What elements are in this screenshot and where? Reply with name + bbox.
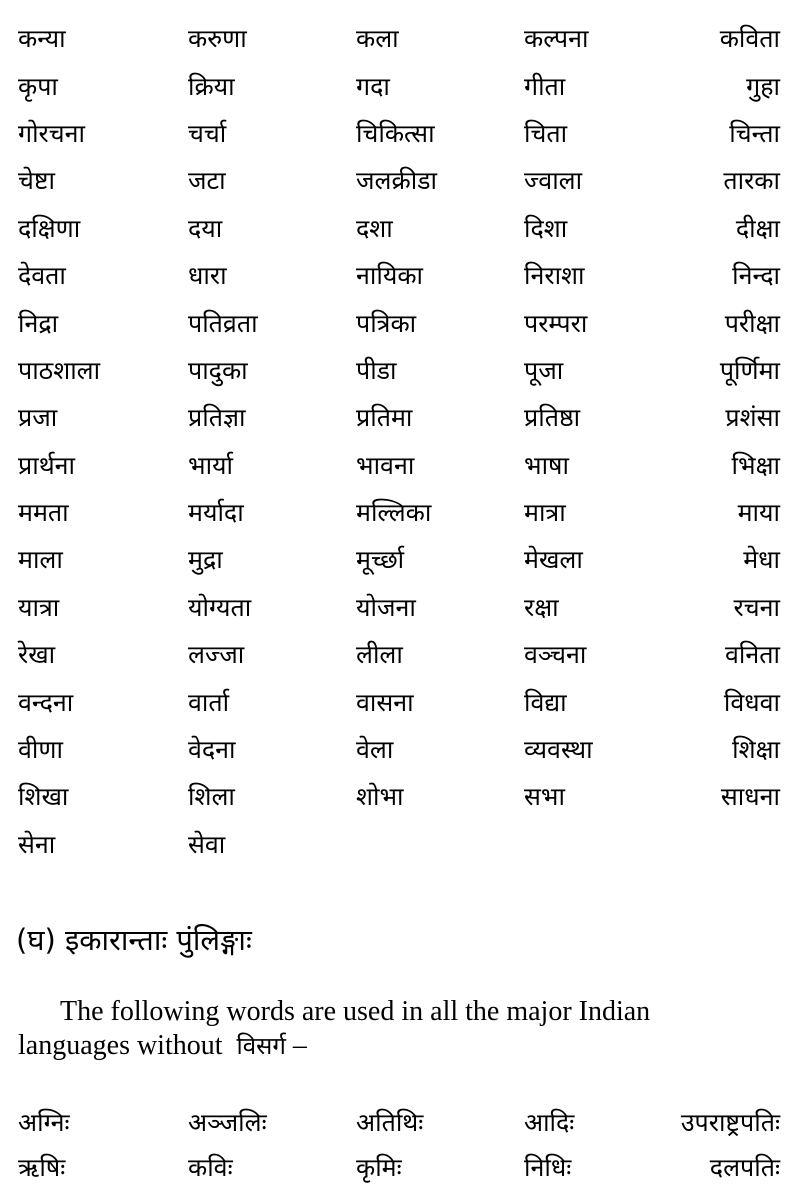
word-cell: जलक्रीडा: [356, 166, 438, 196]
word-cell: निराशा: [524, 261, 585, 291]
word-cell: उपराष्ट्रपतिः: [680, 1108, 780, 1137]
vocabulary-row: [18, 15, 780, 62]
word-cell: कविः: [188, 1153, 233, 1182]
word-cell: रचना: [733, 592, 780, 622]
word-cell: तारका: [723, 166, 780, 196]
vocabulary-row: [18, 252, 780, 299]
word-cell: मूर्च्छा: [356, 545, 405, 575]
visarga-row: [18, 1100, 780, 1145]
word-cell: ऋषिः: [18, 1153, 66, 1182]
word-cell: दशा: [356, 213, 393, 243]
vocabulary-row: [18, 489, 780, 536]
word-cell: दया: [188, 213, 223, 243]
vocabulary-row: [18, 110, 780, 157]
word-cell: प्रजा: [18, 403, 58, 433]
word-cell: ज्वाला: [524, 166, 583, 196]
word-cell: कविता: [719, 24, 780, 54]
vocabulary-row: [18, 773, 780, 820]
word-cell: वेदना: [188, 735, 236, 765]
word-cell: प्रतिज्ञा: [188, 403, 246, 433]
word-cell: सेवा: [188, 829, 226, 859]
vocabulary-row: [18, 62, 780, 109]
vocabulary-row: [18, 631, 780, 678]
word-cell: मेधा: [743, 545, 780, 575]
word-cell: कृपा: [18, 71, 58, 101]
word-cell: पादुका: [188, 355, 248, 385]
word-cell: पूर्णिमा: [719, 355, 780, 385]
word-cell: चिन्ता: [729, 118, 780, 148]
word-cell: जटा: [188, 166, 226, 196]
word-cell: मात्रा: [524, 498, 566, 528]
word-cell: वासना: [356, 687, 414, 717]
word-cell: कृमिः: [356, 1153, 402, 1182]
word-cell: भावना: [356, 450, 415, 480]
word-cell: परम्परा: [524, 308, 588, 338]
word-cell: चिकित्सा: [356, 118, 435, 148]
word-cell: दलपतिः: [709, 1153, 780, 1182]
word-cell: कन्या: [18, 24, 66, 54]
visarga-words-grid: [18, 1100, 780, 1190]
vocabulary-row: [18, 536, 780, 583]
word-cell: पतिव्रता: [188, 308, 258, 338]
vocabulary-grid: [18, 15, 780, 868]
word-cell: मर्यादा: [188, 498, 244, 528]
word-cell: पीडा: [356, 355, 397, 385]
word-cell: लीला: [356, 640, 403, 670]
word-cell: कला: [356, 24, 399, 54]
word-cell: रेखा: [18, 640, 56, 670]
vocabulary-row: [18, 442, 780, 489]
word-cell: अग्निः: [18, 1108, 70, 1137]
word-cell: ममता: [18, 498, 69, 528]
word-cell: देवता: [18, 261, 66, 291]
word-cell: योजना: [356, 592, 416, 622]
word-cell: परीक्षा: [724, 308, 780, 338]
word-cell: सभा: [524, 782, 565, 812]
note-line-2-text: languages without: [18, 1030, 223, 1062]
word-cell: भार्या: [188, 450, 234, 480]
word-cell: दिशा: [524, 213, 568, 243]
word-cell: पूजा: [524, 355, 564, 385]
word-cell: शिखा: [18, 782, 69, 812]
note-line-1: The following words are used in all the major Indian: [60, 996, 651, 1027]
word-cell: चेष्टा: [18, 166, 55, 196]
word-cell: माला: [18, 545, 63, 575]
word-cell: निधिः: [524, 1153, 572, 1182]
word-cell: धारा: [188, 261, 227, 291]
word-cell: मुद्रा: [188, 545, 223, 575]
word-cell: वनिता: [725, 640, 780, 670]
note-visarga-word: विसर्ग: [236, 1032, 286, 1061]
word-cell: वन्दना: [18, 687, 74, 717]
word-cell: साधना: [720, 782, 780, 812]
word-cell: भिक्षा: [731, 450, 780, 480]
vocabulary-row: [18, 821, 780, 868]
word-cell: योग्यता: [188, 592, 252, 622]
word-cell: गीता: [524, 71, 566, 101]
word-cell: वेला: [356, 735, 394, 765]
word-cell: गुहा: [746, 71, 780, 101]
word-cell: वार्ता: [188, 687, 230, 717]
word-cell: कल्पना: [524, 24, 589, 54]
word-cell: गदा: [356, 71, 390, 101]
word-cell: अतिथिः: [356, 1108, 424, 1137]
word-cell: पाठशाला: [18, 355, 101, 385]
word-cell: सेना: [18, 829, 56, 859]
note-paragraph: [18, 995, 788, 1063]
vocabulary-row: [18, 299, 780, 346]
word-cell: प्रतिमा: [356, 403, 413, 433]
note-dash: –: [285, 1030, 307, 1062]
word-cell: वीणा: [18, 735, 63, 765]
word-cell: मेखला: [524, 545, 583, 575]
word-cell: अञ्जलिः: [188, 1108, 267, 1137]
word-cell: करुणा: [188, 24, 247, 54]
word-cell: व्यवस्था: [524, 735, 593, 765]
vocabulary-row: [18, 347, 780, 394]
word-cell: रक्षा: [524, 592, 559, 622]
word-cell: यात्रा: [18, 592, 60, 622]
word-cell: प्रशंसा: [725, 403, 780, 433]
word-cell: पत्रिका: [356, 308, 417, 338]
section-heading: (घ) इकारान्ताः पुंलिङ्गाः: [16, 923, 252, 957]
word-cell: दीक्षा: [735, 213, 780, 243]
vocabulary-row: [18, 584, 780, 631]
word-cell: चिता: [524, 118, 568, 148]
vocabulary-row: [18, 205, 780, 252]
word-cell: निन्दा: [732, 261, 780, 291]
word-cell: चर्चा: [188, 118, 227, 148]
vocabulary-row: [18, 157, 780, 204]
word-cell: दक्षिणा: [18, 213, 81, 243]
word-cell: निद्रा: [18, 308, 59, 338]
vocabulary-row: [18, 394, 780, 441]
word-cell: विद्या: [524, 687, 567, 717]
word-cell: लज्जा: [188, 640, 245, 670]
word-cell: नायिका: [356, 261, 424, 291]
word-cell: शिक्षा: [732, 735, 780, 765]
vocabulary-row: [18, 678, 780, 725]
word-cell: मल्लिका: [356, 498, 432, 528]
note-line-2: [18, 1029, 788, 1063]
word-cell: भाषा: [524, 450, 569, 480]
word-cell: शिला: [188, 782, 235, 812]
word-cell: वञ्चना: [524, 640, 587, 670]
word-cell: प्रतिष्ठा: [524, 403, 581, 433]
visarga-row: [18, 1145, 780, 1190]
vocabulary-row: [18, 726, 780, 773]
word-cell: गोरचना: [18, 118, 86, 148]
word-cell: माया: [737, 498, 780, 528]
word-cell: विधवा: [723, 687, 780, 717]
word-cell: क्रिया: [188, 71, 235, 101]
word-cell: आदिः: [524, 1108, 575, 1137]
word-cell: प्रार्थना: [18, 450, 76, 480]
word-cell: शोभा: [356, 782, 404, 812]
